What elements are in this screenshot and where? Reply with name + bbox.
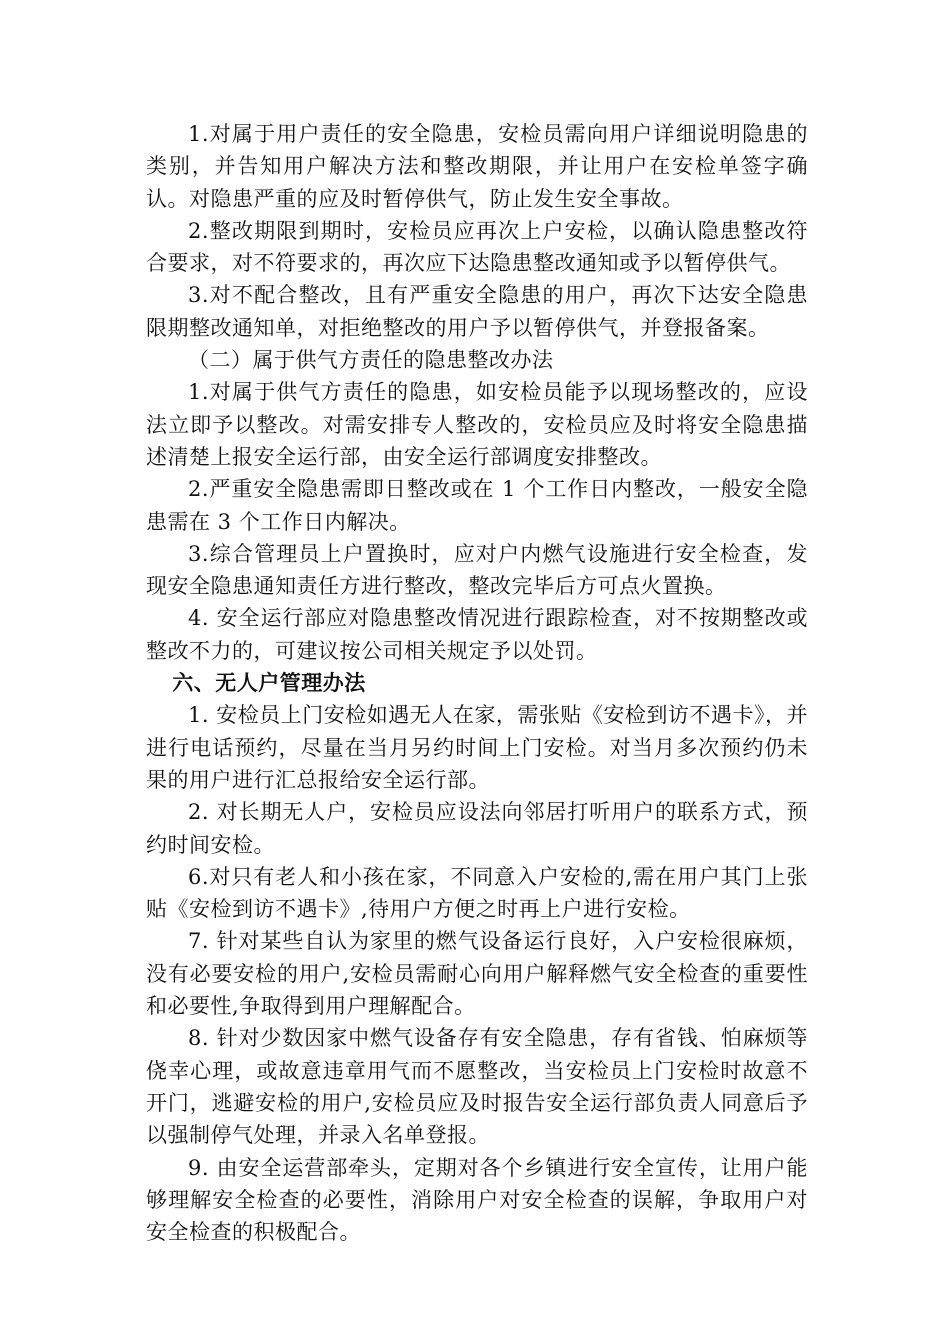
paragraph-item-1: 1.对属于用户责任的安全隐患，安检员需向用户详细说明隐患的类别，并告知用户解决方法和整改期限，并让用户在安检单签字确认。对隐患严重的应及时暂停供气，防止发生安全事故。 [146,122,808,211]
sub-heading-supplier-responsibility: （二）属于供气方责任的隐患整改办法 [188,348,554,373]
paragraph-item-11: 7. 针对某些自认为家里的燃气设备运行良好，入户安检很麻烦，没有必要安检的用户,安检员需耐心向用户解释燃气安全检查的重要性和必要性,争取得到用户理解配合。 [146,929,808,1019]
paragraph-item-7: 4. 安全运行部应对隐患整改情况进行跟踪检查，对不按期整改或整改不力的，可建议按公司相关规定予以处罚。 [146,606,808,663]
paragraph-item-13: 9. 由安全运营部牵头，定期对各个乡镇进行安全宣传，让用户能够理解安全检查的必要性，消除用户对安全检查的误解，争取用户对安全检查的积极配合。 [146,1155,808,1245]
paragraph-item-10: 6.对只有老人和小孩在家，不同意入户安检的,需在用户其门上张贴《安检到访不遇卡》,待用户方便之时再上户进行安检。 [146,864,808,922]
paragraph-item-2: 2.整改期限到期时，安检员应再次上户安检，以确认隐患整改符合要求，对不符要求的，再次应下达隐患整改通知或予以暂停供气。 [146,218,808,276]
paragraph-item-8: 1. 安检员上门安检如遇无人在家，需张贴《安检到访不遇卡》，并进行电话预约，尽量在当月另约时间上门安检。对当月多次预约仍未果的用户进行汇总报给安全运行部。 [146,703,808,792]
paragraph-item-6: 3.综合管理员上户置换时，应对户内燃气设施进行安全检查，发现安全隐患通知责任方进行整改，整改完毕后方可点火置换。 [146,541,808,599]
paragraph-item-3: 3.对不配合整改，且有严重安全隐患的用户，再次下达安全隐患限期整改通知单，对拒绝整改的用户予以暂停供气，并登报备案。 [146,283,808,340]
paragraph-item-12: 8. 针对少数因家中燃气设备存有安全隐患，存有省钱、怕麻烦等侥幸心理，或故意违章用气而不愿整改，当安检员上门安检时故意不开门，逃避安检的用户,安检员应及时报告安全运行部负责人同意后予以强制停气处理，并录入名单登报。 [146,1026,808,1148]
paragraph-item-9: 2. 对长期无人户，安检员应设法向邻居打听用户的联系方式，预约时间安检。 [146,800,808,857]
paragraph-item-4: 1.对属于供气方责任的隐患，如安检员能予以现场整改的，应设法立即予以整改。对需安排专人整改的，安检员应及时将安全隐患描述清楚上报安全运行部，由安全运行部调度安排整改。 [146,380,808,469]
section-heading-unoccupied-households: 六、无人户管理办法 [172,670,366,696]
paragraph-item-5: 2.严重安全隐患需即日整改或在 1 个工作日内整改，一般安全隐患需在 3 个工作日内解决。 [146,477,808,534]
document-body [146,118,808,1248]
